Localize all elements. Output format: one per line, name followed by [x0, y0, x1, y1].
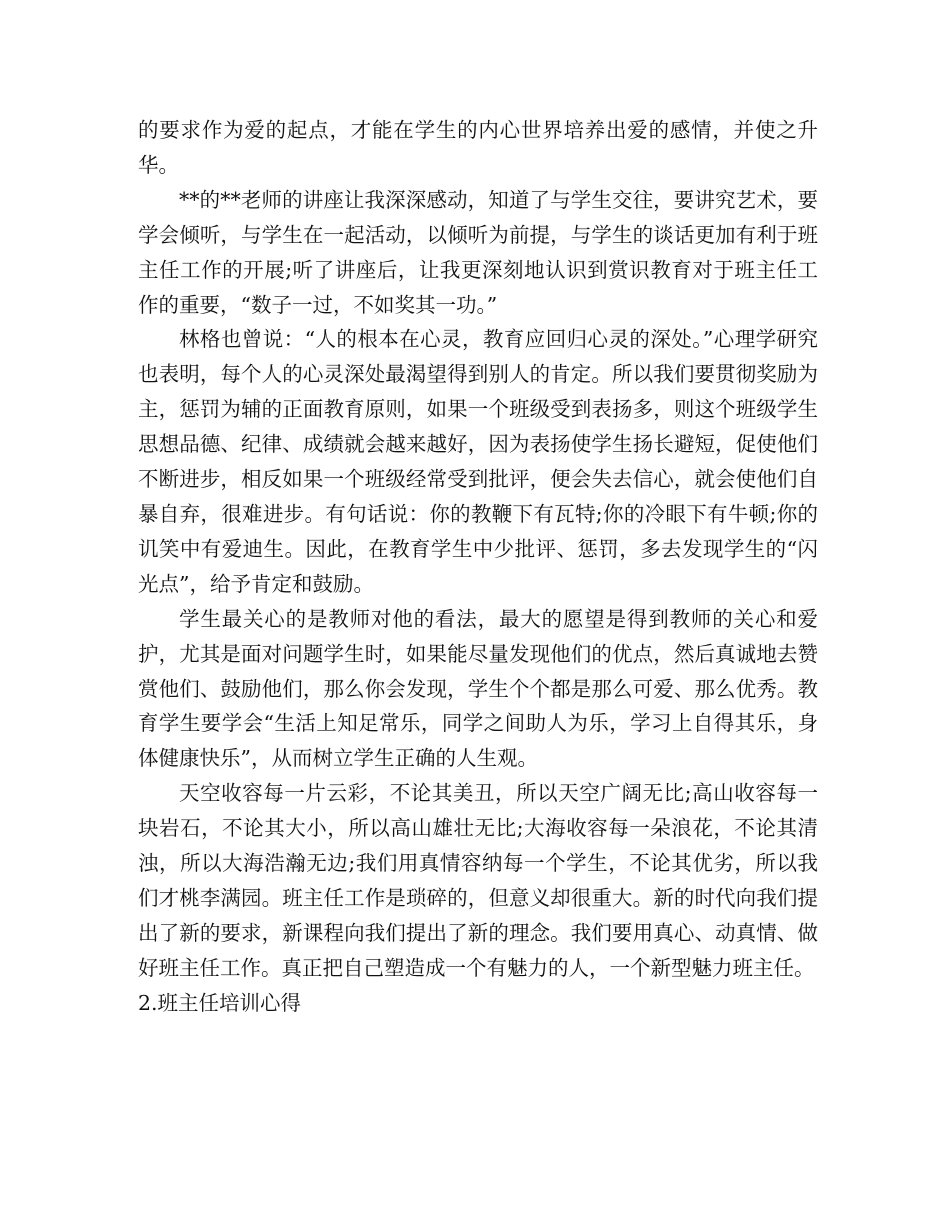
- paragraph-continuation: 的要求作为爱的起点，才能在学生的内心世界培养出爱的感情，并使之升华。: [138, 118, 818, 177]
- paragraph-linge-quote: 林格也曾说：“人的根本在心灵，教育应回归心灵的深处。”心理学研究也表明，每个人的心灵深处最渴望得到别人的肯定。所以我们要贯彻奖励为主，惩罚为辅的正面教育原则，如果一个班级受到表扬多，则这个班级学生思想品德、纪律、成绩就会越来越好，因为表扬使学生扬长避短，促使他们不断进步，相反如果一个班级经常受到批评，便会失去信心，就会使他们自暴自弃，很难进步。有句话说：你的教鞭下有瓦特;你的冷眼下有牛顿;你的讥笑中有爱迪生。因此，在教育学生中少批评、惩罚，多去发现学生的“闪光点”，给予肯定和鼓励。: [138, 327, 818, 596]
- paragraph-sky-mountain-sea: 天空收容每一片云彩，不论其美丑，所以天空广阔无比;高山收容每一块岩石，不论其大小，所以高山雄壮无比;大海收容每一朵浪花，不论其清浊，所以大海浩瀚无边;我们用真情容纳每一个学生，不论其优劣，所以我们才桃李满园。班主任工作是琐碎的，但意义却很重大。新的时代向我们提出了新的要求，新课程向我们提出了新的理念。我们要用真心、动真情、做好班主任工作。真正把自己塑造成一个有魅力的人，一个新型魅力班主任。: [138, 781, 818, 980]
- paragraph-student-care: 学生最关心的是教师对他的看法，最大的愿望是得到教师的关心和爱护，尤其是面对问题学生时，如果能尽量发现他们的优点，然后真诚地去赞赏他们、鼓励他们，那么你会发现，学生个个都是那么可爱、那么优秀。教育学生要学会“生活上知足常乐，同学之间助人为乐，学习上自得其乐，身体健康快乐”，从而树立学生正确的人生观。: [138, 606, 818, 771]
- document-body: [138, 113, 818, 1021]
- paragraph-lecture: **的**老师的讲座让我深深感动，知道了与学生交往，要讲究艺术，要学会倾听，与学生在一起活动，以倾听为前提，与学生的谈话更加有利于班主任工作的开展;听了讲座后，让我更深刻地认识到赏识教育对于班主任工作的重要，“数子一过，不如奖其一功。”: [138, 187, 818, 317]
- section-heading: 2.班主任培训心得: [138, 990, 302, 1015]
